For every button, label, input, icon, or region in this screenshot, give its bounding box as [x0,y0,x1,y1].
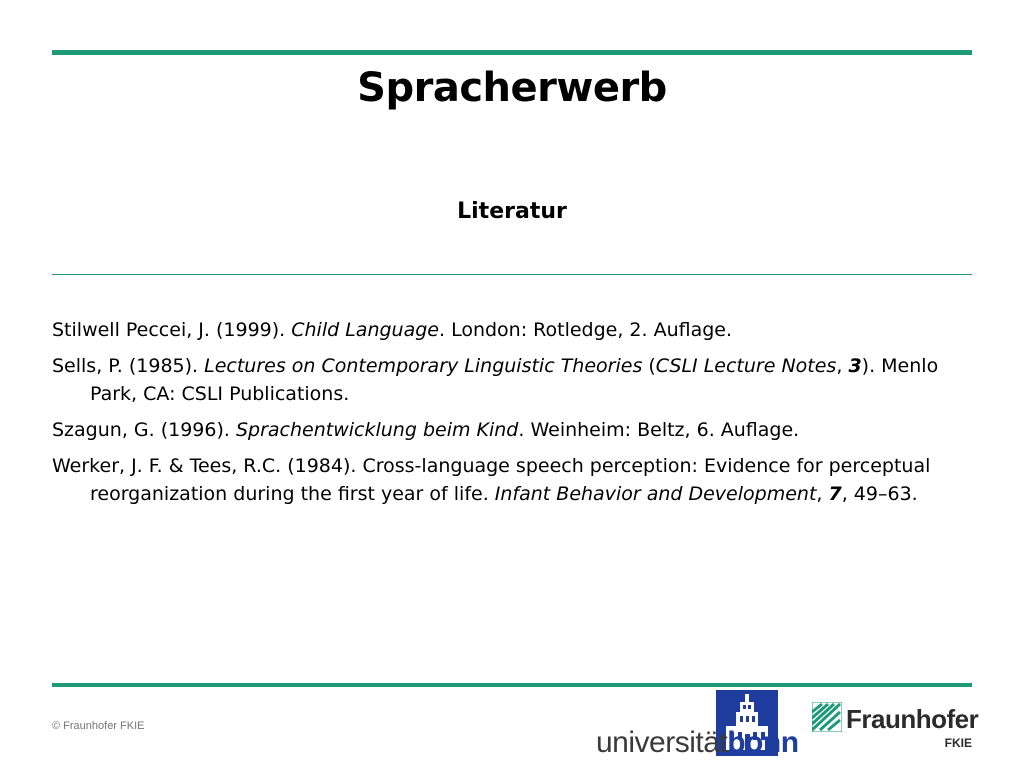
reference-list [52,316,972,516]
bottom-divider [52,683,972,687]
reference-volume: 7 [828,483,842,505]
slide-subtitle: Literatur [457,199,567,224]
top-divider [52,50,972,55]
copyright-notice: © Fraunhofer FKIE [52,720,145,732]
bonn-wordmark [596,726,799,760]
slide-title: Spracherwerb [357,65,667,111]
reference-text: Sells, P. (1985). [52,355,205,377]
reference-text: , 49–63. [841,483,918,505]
reference-item [52,416,972,444]
reference-title: CSLI Lecture Notes [655,355,837,377]
reference-text: ( [642,355,656,377]
reference-text: ). Menlo Park, CA: CSLI Publications. [90,355,939,405]
reference-text: . London: Rotledge, 2. Auflage. [438,319,733,341]
reference-item [52,452,972,508]
bonn-wordmark-suffix: bonn [727,726,799,759]
reference-item [52,316,972,344]
reference-text: Szagun, G. (1996). [52,419,236,441]
reference-volume: 3 [848,355,862,377]
reference-text: , [816,483,829,505]
reference-text: , [836,355,849,377]
reference-text: Stilwell Peccei, J. (1999). [52,319,292,341]
section-divider [52,274,972,275]
reference-title: Child Language [291,319,439,341]
reference-text: . Weinheim: Beltz, 6. Auflage. [518,419,800,441]
university-bonn-logo [596,690,799,764]
reference-item [52,352,972,408]
fraunhofer-name: Fraunhofer [846,704,979,734]
fraunhofer-unit: FKIE [944,736,972,750]
bonn-wordmark-prefix: universität [596,726,728,759]
reference-title: Sprachentwicklung beim Kind [235,419,519,441]
fraunhofer-stripes-icon [812,702,842,732]
reference-title: Lectures on Contemporary Linguistic Theories [204,355,643,377]
reference-title: Infant Behavior and Development [494,483,817,505]
fraunhofer-logo [812,700,979,756]
reference-text: Werker, J. F. & Tees, R.C. (1984). Cross-language speech perception: Evidence for perceptual reorganization during the first year of life. [52,455,931,505]
